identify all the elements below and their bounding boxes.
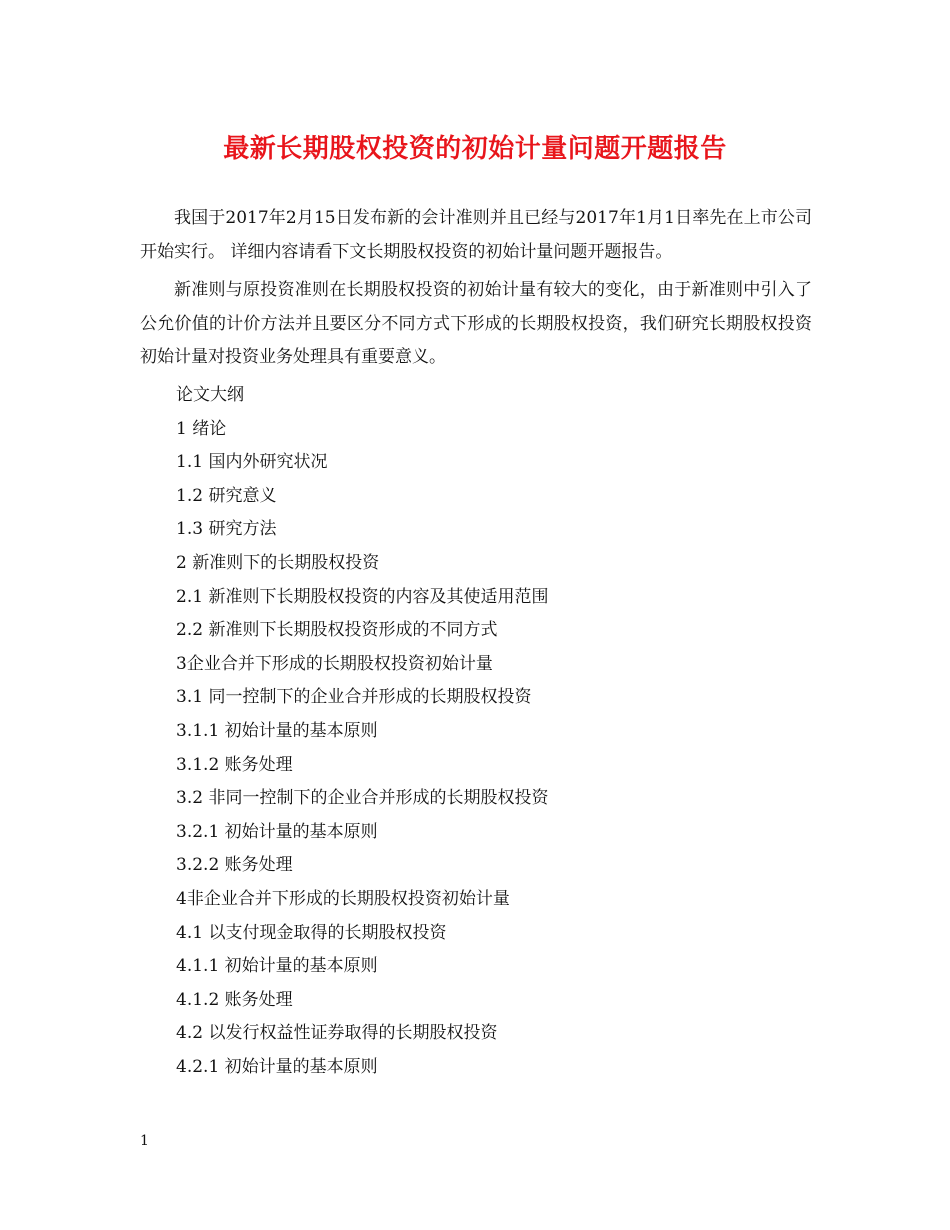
outline-item: 2.1 新准则下长期股权投资的内容及其使适用范围: [176, 586, 549, 607]
intro-paragraph: 我国于2017年2月15日发布新的会计准则并且已经与2017年1月1日率先在上市公司开始实行。 详细内容请看下文长期股权投资的初始计量问题开题报告。: [140, 208, 812, 262]
outline-item: 4.1 以支付现金取得的长期股权投资: [176, 922, 447, 943]
outline-item: 3.1 同一控制下的企业合并形成的长期股权投资: [176, 687, 532, 708]
outline-heading: 论文大纲: [176, 385, 244, 405]
outline-item: 1.1 国内外研究状况: [176, 452, 328, 473]
outline-item: 4非企业合并下形成的长期股权投资初始计量: [176, 888, 510, 909]
outline-item: 1 绪论: [176, 418, 227, 439]
outline-item: 2.2 新准则下长期股权投资形成的不同方式: [176, 620, 498, 641]
outline-item: 3企业合并下形成的长期股权投资初始计量: [176, 653, 493, 674]
document-title: 最新长期股权投资的初始计量问题开题报告: [223, 134, 727, 164]
outline-item: 3.1.2 账务处理: [176, 754, 293, 775]
outline-item: 4.1.2 账务处理: [176, 989, 293, 1010]
outline-item: 1.2 研究意义: [176, 485, 277, 506]
outline-item: 3.2 非同一控制下的企业合并形成的长期股权投资: [176, 788, 549, 809]
page-number: 1: [140, 1133, 149, 1149]
outline-item: 1.3 研究方法: [176, 519, 277, 540]
background-paragraph: 新准则与原投资准则在长期股权投资的初始计量有较大的变化，由于新准则中引入了公允价值的计价方法并且要区分不同方式下形成的长期股权投资，我们研究长期股权投资初始计量对投资业务处理具有重要意义。: [140, 280, 812, 367]
outline-item: 2 新准则下的长期股权投资: [176, 552, 380, 573]
thesis-outline: [176, 379, 548, 1084]
outline-item: 4.2 以发行权益性证券取得的长期股权投资: [176, 1023, 498, 1044]
outline-item: 4.1.1 初始计量的基本原则: [176, 956, 378, 977]
outline-item: 3.2.1 初始计量的基本原则: [176, 821, 378, 842]
outline-item: 3.2.2 账务处理: [176, 855, 293, 876]
outline-item: 3.1.1 初始计量的基本原则: [176, 720, 378, 741]
outline-item: 4.2.1 初始计量的基本原则: [176, 1056, 378, 1077]
